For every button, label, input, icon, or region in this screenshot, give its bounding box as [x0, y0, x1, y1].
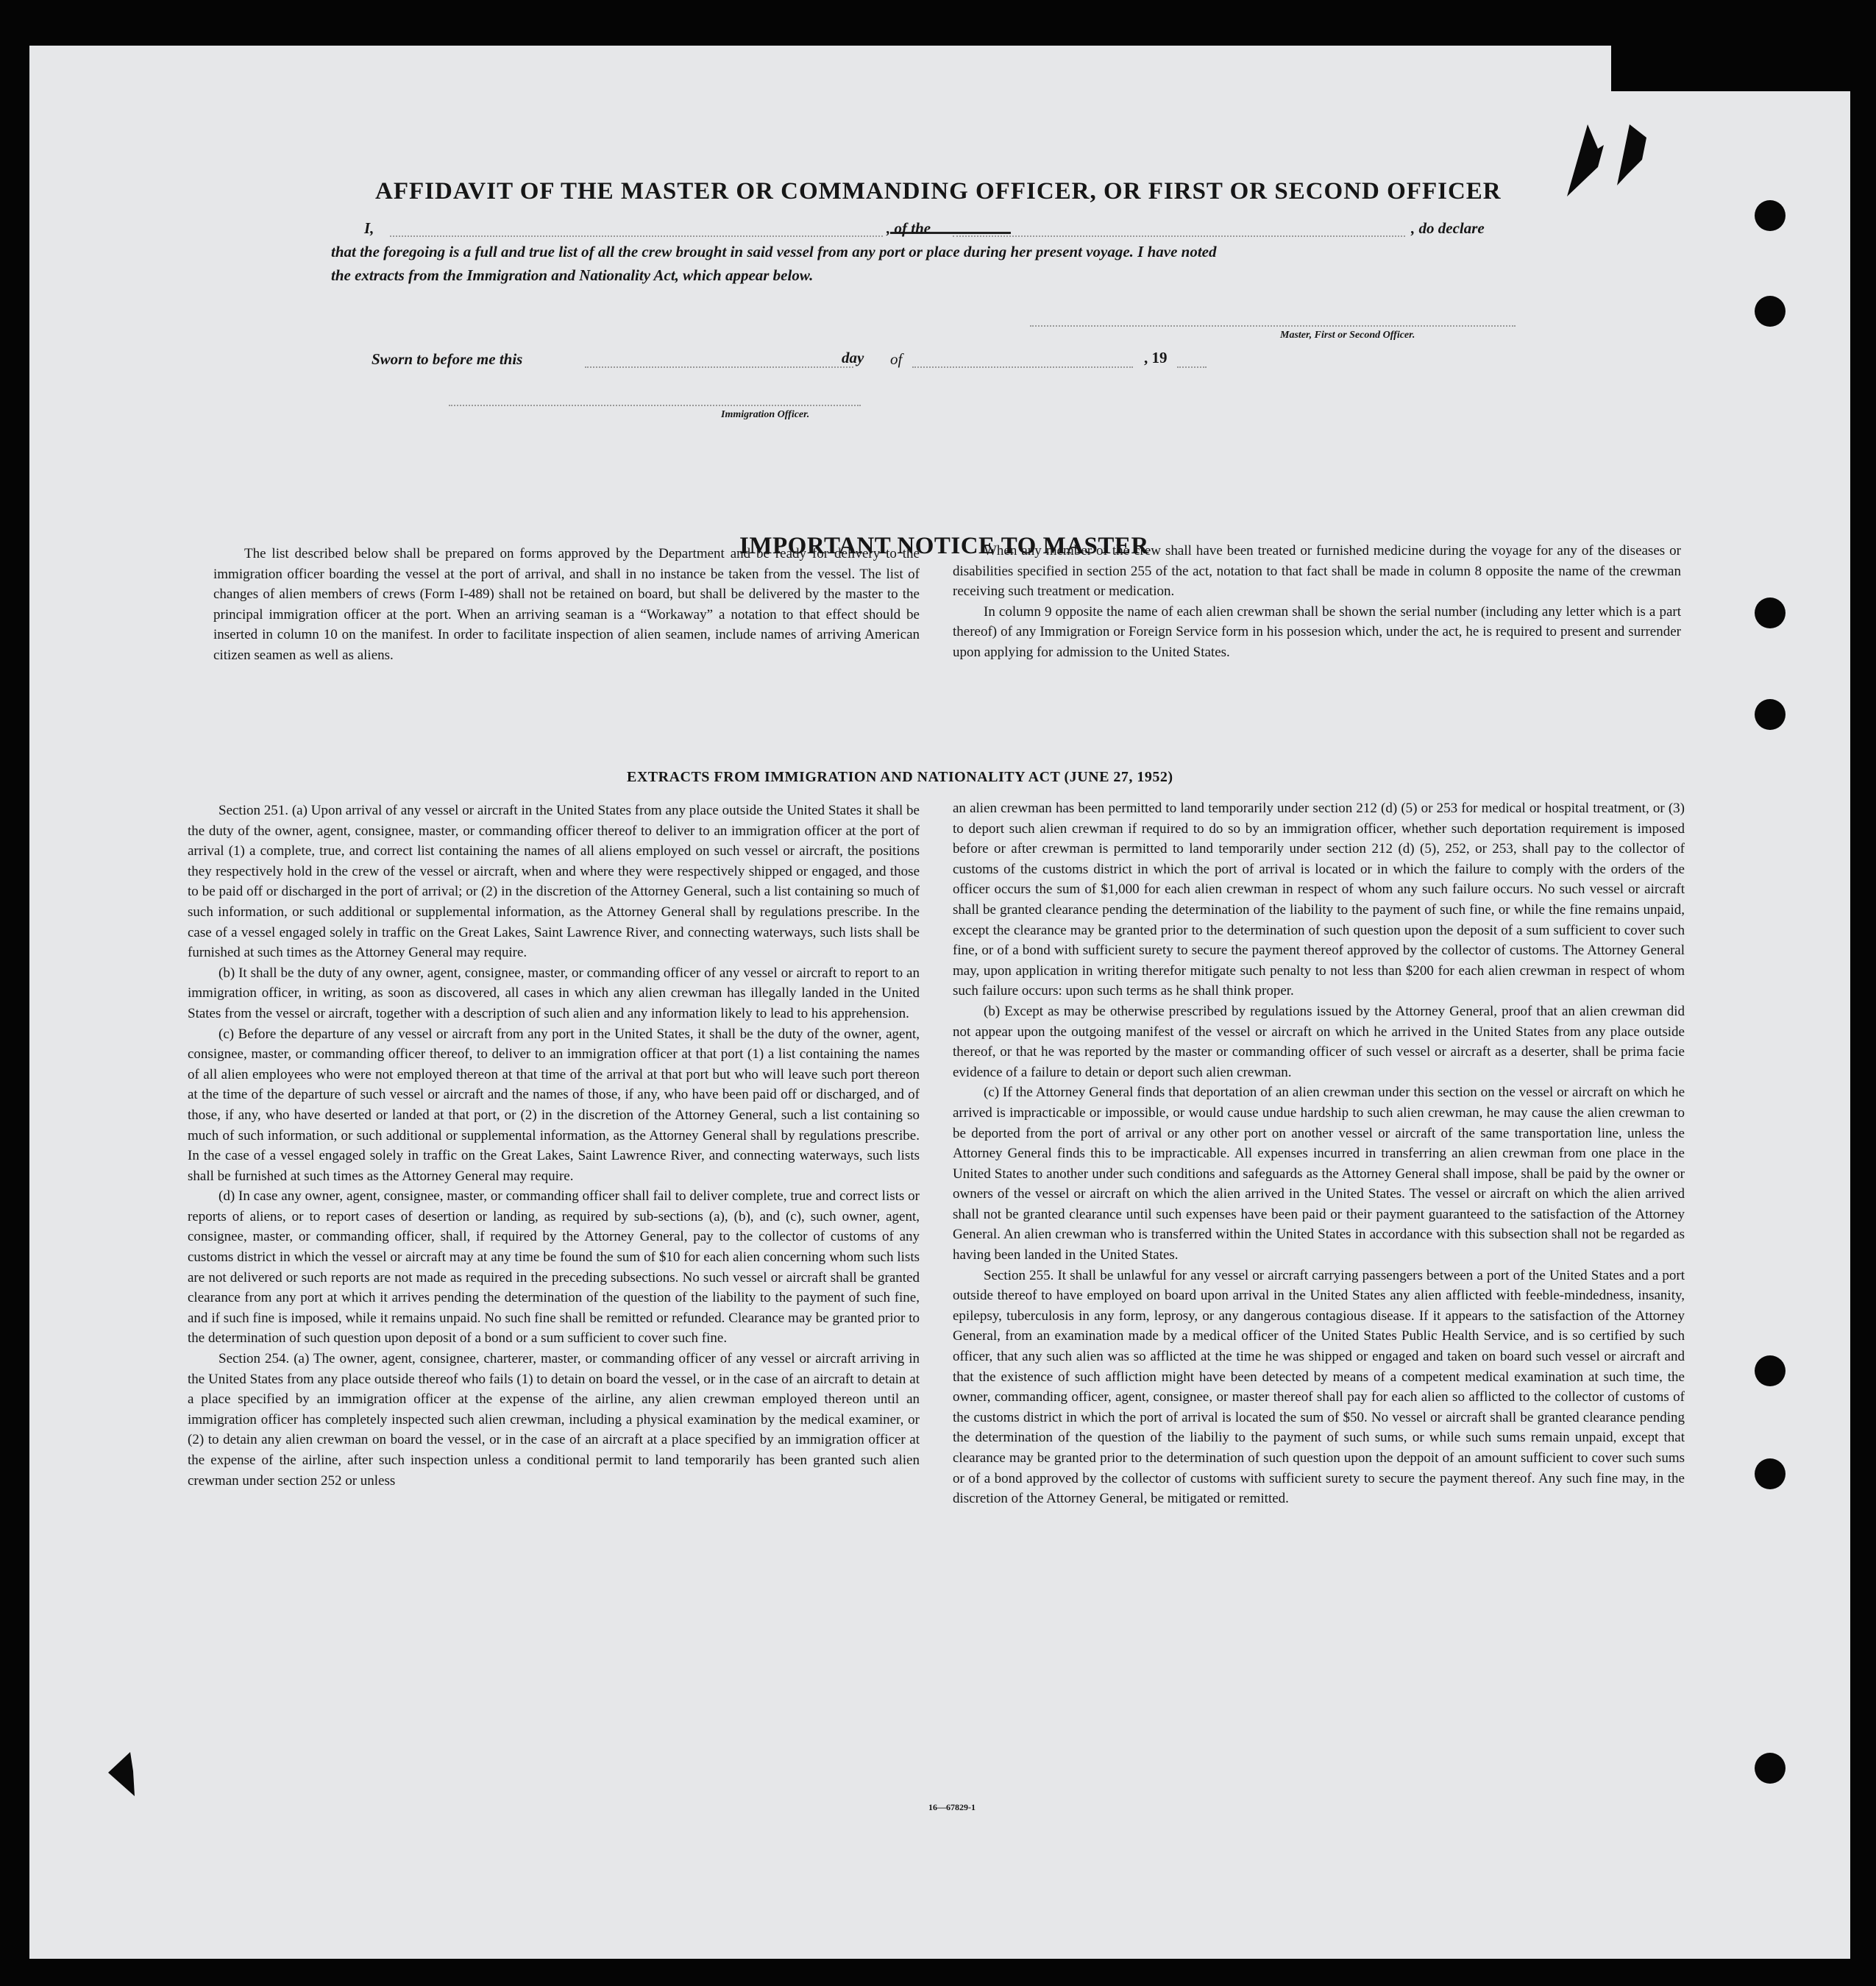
master-signature-label: Master, First or Second Officer.	[1280, 330, 1415, 341]
notice-left-column	[213, 544, 920, 666]
extracts-title: EXTRACTS FROM IMMIGRATION AND NATIONALITY ACT (JUNE 27, 1952)	[627, 769, 1173, 785]
sworn-label: Sworn to before me this	[372, 350, 523, 368]
section-251-c: (c) Before the departure of any vessel or aircraft from any port in the United States, it shall be the duty of the owner, agent, consignee, master, or commanding officer thereof, to deliver to an immigration officer at that port (1) a list containing the names of all alien employees who were not employed thereon at that time of the arrival at that port but who will leave such port thereon at the time of the departure of such vessel or aircraft and the names of those, if any, who have been paid off or discharged, and of those, if any, who have deserted or landed at that port, or (2) in the discretion of the Attorney General, such a list containing so much of such information, or such additional or supplemental information, as the Attorney General shall by regulations prescribe. In the case of a vessel engaged solely in traffic on the Great Lakes, Saint Lawrence River, and connecting waterways, such lists shall be furnished at such times as the Attorney General may require.	[188, 1026, 920, 1184]
punch-hole	[1755, 1753, 1786, 1784]
day-label: day	[842, 349, 864, 366]
section-254-a-continued: an alien crewman has been permitted to land temporarily under section 212 (d) (5) or 253 for medical or hospital treatment, or (3) to deport such alien crewman if required to do so by an immigration officer, whether such deportation requirement is imposed before or after crewman is permitted to land temporarily under section 212 (d) (5), 252, or 253, shall pay to the collector of customs of the customs district in which the port of arrival is located or in which the failure to comply with the orders of the officer occurs the sum of $1,000 for each alien crewman in respect of whom any such failure occurs. No such vessel or aircraft shall be granted clearance pending the determination of the liability to the payment of such fine, or while the fine remains unpaid, except the clearance may be granted prior to the determination of such question upon the deposit of a sum sufficient to cover such fine, or of a bond with sufficient surety to secure the payment thereof approved by the collector of customs. The Attorney General may, upon application in writing therefor mitigate such penalty to not less than $200 for each alien crewman in respect of whom such failure occurs: upon such terms as he shall think proper.	[953, 801, 1685, 999]
sworn-month-field[interactable]	[912, 366, 1133, 368]
punch-hole	[1755, 597, 1786, 628]
vessel-name-field[interactable]	[953, 235, 1405, 237]
officer-signature-field[interactable]	[449, 405, 861, 406]
master-signature-field[interactable]	[1030, 325, 1516, 327]
punch-hole	[1755, 200, 1786, 231]
section-255: Section 255. It shall be unlawful for any vessel or aircraft carrying passengers between a port of the United States and a port outside thereof to have employed on board upon arrival in the United States any alien afflicted with feeble-mindedness, insanity, epilepsy, tuberculosis in any form, leprosy, or any dangerous contagious disease. If it appears to the satisfaction of the Attorney General, from an examination made by a medical officer of the United States Public Health Service, and is so certified by such officer, that any such alien was so afflicted at the time he was shipped or engaged and taken on board such vessel or aircraft and that the existence of such affliction might have been detected by means of a competent medical examination at such time, the owner, commanding officer, agent, consignee, or master thereof shall pay for each alien so afflicted to the collector of customs of the customs district in which the port of arrival is located the sum of $50. No vessel or aircraft shall be granted clearance pending the determination of the question of the liabiliy to the payment of such sums, or while such sums remain unpaid, except that clearance may be granted prior to the determination of such question upon the deppoit of an amount sufficient to cover such sums or of a bond approved by the collector of customs with sufficient surety to secure the payment thereof. Any such fine may, in the discretion of the Attorney General, be mitigated or remitted.	[953, 1267, 1685, 1507]
punch-hole	[1755, 699, 1786, 730]
document-page	[29, 46, 1850, 1959]
notice-title: IMPORTANT NOTICE TO MASTER	[739, 533, 1149, 559]
declaration-line-2: that the foregoing is a full and true list of all the crew brought in said vessel from any port or place during her present voyage. I have noted	[331, 243, 1217, 260]
declaration-line-3: the extracts from the Immigration and Nationality Act, which appear below.	[331, 266, 814, 284]
declaration-i: I,	[364, 219, 374, 237]
punch-hole	[1755, 296, 1786, 327]
declarant-name-field[interactable]	[390, 235, 883, 237]
year-label: , 19	[1144, 349, 1168, 366]
section-251-d: (d) In case any owner, agent, consignee, master, or commanding officer shall fail to deliver complete, true and correct lists or reports of aliens, or to report cases of desertion or landing, as required by sub-sections (a), (b), and (c), such owner, agent, consignee, master, or commanding officer, shall, if required by the Attorney General, pay to the collector of customs of any customs district in which the vessel or aircraft may at any time be found the sum of $10 for each alien concerning whom such lists are not delivered or such reports are not made as required in the preceding subsections. No such vessel or aircraft shall be granted clearance from any port at which it arrives pending the determination of the question of the liability to the payment of such fine, and if such fine is imposed, while it remains unpaid. No such fine shall be remitted or refunded. Clearance may be granted prior to the determination of such question upon deposit of a bond or a sum sufficient to cover such fine.	[188, 1188, 920, 1347]
form-number: 16—67829-1	[928, 1802, 976, 1812]
notice-left-paragraph: The list described below shall be prepared on forms approved by the Department and be ready for delivery to the immigration officer boarding the vessel at the port of arrival, and shall in no instance be taken from the vessel. The list of changes of alien members of crews (Form I-489) shall not be retained on board, but shall be delivered by the master to the principal immigration officer at the port. When an arriving seaman is a “Workaway” a notation to that effect should be inserted in column 10 on the manifest. In order to facilitate inspection of alien seamen, include names of arriving American citizen seamen as well as aliens.	[213, 546, 920, 663]
declaration-of-the: , of the	[887, 219, 931, 237]
punch-hole	[1755, 1355, 1786, 1386]
punch-hole	[1755, 1458, 1786, 1489]
corner-arrow-mark	[107, 1749, 143, 1801]
affidavit-title: AFFIDAVIT OF THE MASTER OR COMMANDING OFFICER, OR FIRST OR SECOND OFFICER	[375, 178, 1502, 205]
officer-signature-label: Immigration Officer.	[721, 409, 810, 420]
corner-arrow-marks	[1560, 116, 1663, 204]
sworn-day-field[interactable]	[585, 366, 853, 368]
sworn-year-field[interactable]	[1177, 366, 1207, 368]
section-254-a: Section 254. (a) The owner, agent, consignee, charterer, master, or commanding officer of any vessel or aircraft arriving in the United States from any place outside thereof who fails (1) to detain on board the vessel, or in the case of an aircraft to detain at a place specified by an immigration officer at the expense of the airline, any alien crewman employed thereon until an immigration officer has completely inspected such alien crewman, including a physical examination by the medical examiner, or (2) to detain any alien crewman on board the vessel, or in the case of an aircraft at a place specified by an immigration officer at the expense of the airline, after such inspection unless a conditional permit to land temporarily has been granted such alien crewman under section 252 or unless	[188, 1351, 920, 1489]
declaration-do-declare: , do declare	[1411, 219, 1485, 237]
section-254-b: (b) Except as may be otherwise prescribed by regulations issued by the Attorney General, proof that an alien crewman did not appear upon the outgoing manifest of the vessel or aircraft on which he arrived in the United States from any place outside thereof, or that he was reported by the master or commanding officer of such vessel or aircraft as a deserter, shall be prima facie evidence of a failure to detain or deport such alien crewman.	[953, 1003, 1685, 1080]
section-254-c: (c) If the Attorney General finds that deportation of an alien crewman under this section on the vessel or aircraft on which he arrived is impracticable or impossible, or would cause undue hardship to such alien crewman, he may cause the alien crewman to be deported from the port of arrival or any other port on another vessel or aircraft of the same transportation line, unless the Attorney General finds this to be impracticable. All expenses incurred in transferring an alien crewman from one place in the United States to another under such conditions and safeguards as the Attorney General shall impose, shall be paid by the owner or owners of the vessel or aircraft on which the alien arrived in the United States. The vessel or aircraft on which the alien arrived shall not be granted clearance until such expenses have been paid or their payment guaranteed to the satisfaction of the Attorney General. An alien crewman who is transferred within the United States in accordance with this subsection shall not be regarded as having been landed in the United States.	[953, 1085, 1685, 1263]
page-top-edge-shadow	[1611, 46, 1861, 91]
notice-right-paragraph-2: In column 9 opposite the name of each alien crewman shall be shown the serial number (including any letter which is a part thereof) of any Immigration or Foreign Service form in his possesion which, under the act, he is required to present and surrender upon applying for admission to the United States.	[953, 603, 1681, 660]
extracts-right-column	[953, 798, 1685, 1509]
notice-right-paragraph-1: When any member of the crew shall have been treated or furnished medicine during the voyage for any of the diseases or disabilities specified in section 255 of the act, notation to that fact shall be made in column 8 opposite the name of the crewman receiving such treatment or medication.	[953, 543, 1681, 600]
section-251-a: Section 251. (a) Upon arrival of any vessel or aircraft in the United States from any place outside the United States it shall be the duty of the owner, agent, consignee, master, or commanding officer thereof to deliver to an immigration officer at the port of arrival (1) a complete, true, and correct list containing the names of all aliens employed on such vessel or aircraft, the positions they respectively hold in the crew of the vessel or aircraft, when and where they were respectively shipped or engaged, and those to be paid off or discharged in the port of arrival; or (2) in the discretion of the Attorney General, such a list containing so much of such information, or such additional or supplemental information, as the Attorney General shall by regulations prescribe. In the case of a vessel engaged solely in traffic on the Great Lakes, Saint Lawrence River, and connecting waterways, such lists shall be furnished at such times as the Attorney General may require.	[188, 803, 920, 961]
section-251-b: (b) It shall be the duty of any owner, agent, consignee, master, or commanding officer of any vessel or aircraft to report to an immigration officer, in writing, as soon as discovered, all cases in which any alien crewman has illegally landed in the United States from the vessel or aircraft, together with a description of such alien and any information likely to lead to his apprehension.	[188, 965, 920, 1021]
extracts-left-column	[188, 801, 920, 1491]
of-label: of	[890, 350, 903, 368]
notice-right-column	[953, 541, 1681, 663]
